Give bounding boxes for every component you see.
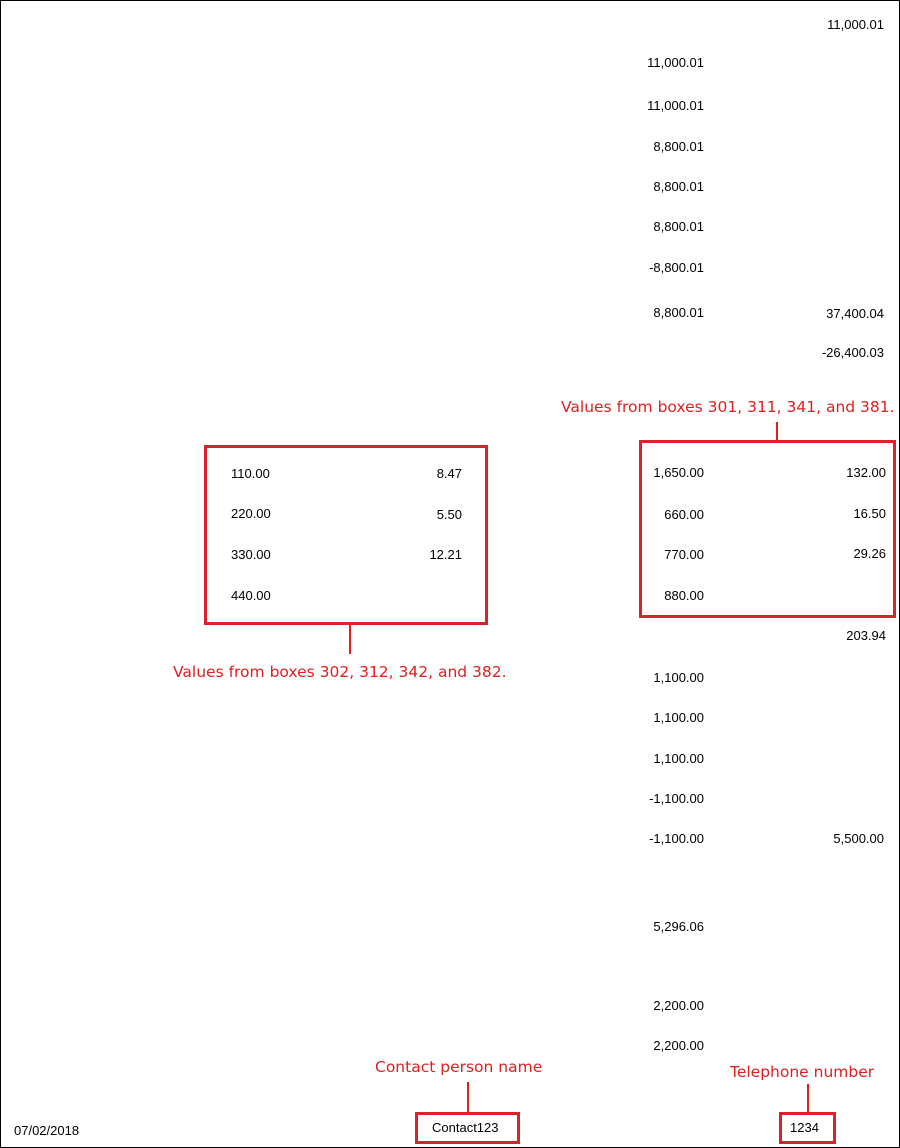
tax-value: 12.21 [429,547,462,562]
amount-value: 11,000.01 [827,17,884,32]
amount-value: 330.00 [231,547,271,562]
left-box-note: Values from boxes 302, 312, 342, and 382. [173,663,507,681]
amount-value: -8,800.01 [649,260,704,275]
amount-value: 8,800.01 [653,305,704,320]
contact-name-value: Contact123 [432,1120,499,1135]
amount-value: 11,000.01 [647,98,704,113]
total-tax-value: 203.94 [846,628,886,643]
tax-value: 29.26 [853,546,886,561]
contact-note: Contact person name [375,1058,543,1076]
tax-value: 5.50 [436,507,462,522]
amount-value: 220.00 [231,506,271,521]
amount-value: -1,100.00 [649,791,704,806]
amount-value: 5,296.06 [653,919,704,934]
amount-value: 8,800.01 [653,179,704,194]
amount-value: 1,100.00 [653,751,704,766]
telephone-connector [807,1084,809,1112]
amount-value: 1,100.00 [653,710,704,725]
amount-value: 1,650.00 [653,465,704,480]
amount-value: 770.00 [664,547,704,562]
amount-value: 1,100.00 [653,670,704,685]
amount-value: 8,800.01 [653,139,704,154]
right-box-connector [776,422,778,441]
amount-value: 2,200.00 [653,998,704,1013]
tax-value: 8.47 [436,466,462,481]
tax-value: 16.50 [853,506,886,521]
amount-value: -26,400.03 [821,345,884,360]
date-value: 07/02/2018 [14,1123,80,1138]
amount-value: 37,400.04 [826,306,884,321]
right-box-note: Values from boxes 301, 311, 341, and 381. [561,398,895,416]
amount-value: 110.00 [231,466,270,481]
contact-connector [467,1082,469,1113]
tax-value: 132.00 [846,465,886,480]
amount-value: 11,000.01 [647,55,704,70]
amount-value: -1,100.00 [649,831,704,846]
telephone-value: 1234 [790,1120,819,1135]
amount-value: 8,800.01 [653,219,704,234]
telephone-note: Telephone number [730,1063,875,1081]
amount-value: 880.00 [664,588,704,603]
left-box-connector [349,625,351,654]
amount-value: 660.00 [664,507,704,522]
amount-value: 2,200.00 [653,1038,704,1053]
amount-value: 440.00 [231,588,271,603]
net-amount-value: 5,500.00 [833,831,884,846]
